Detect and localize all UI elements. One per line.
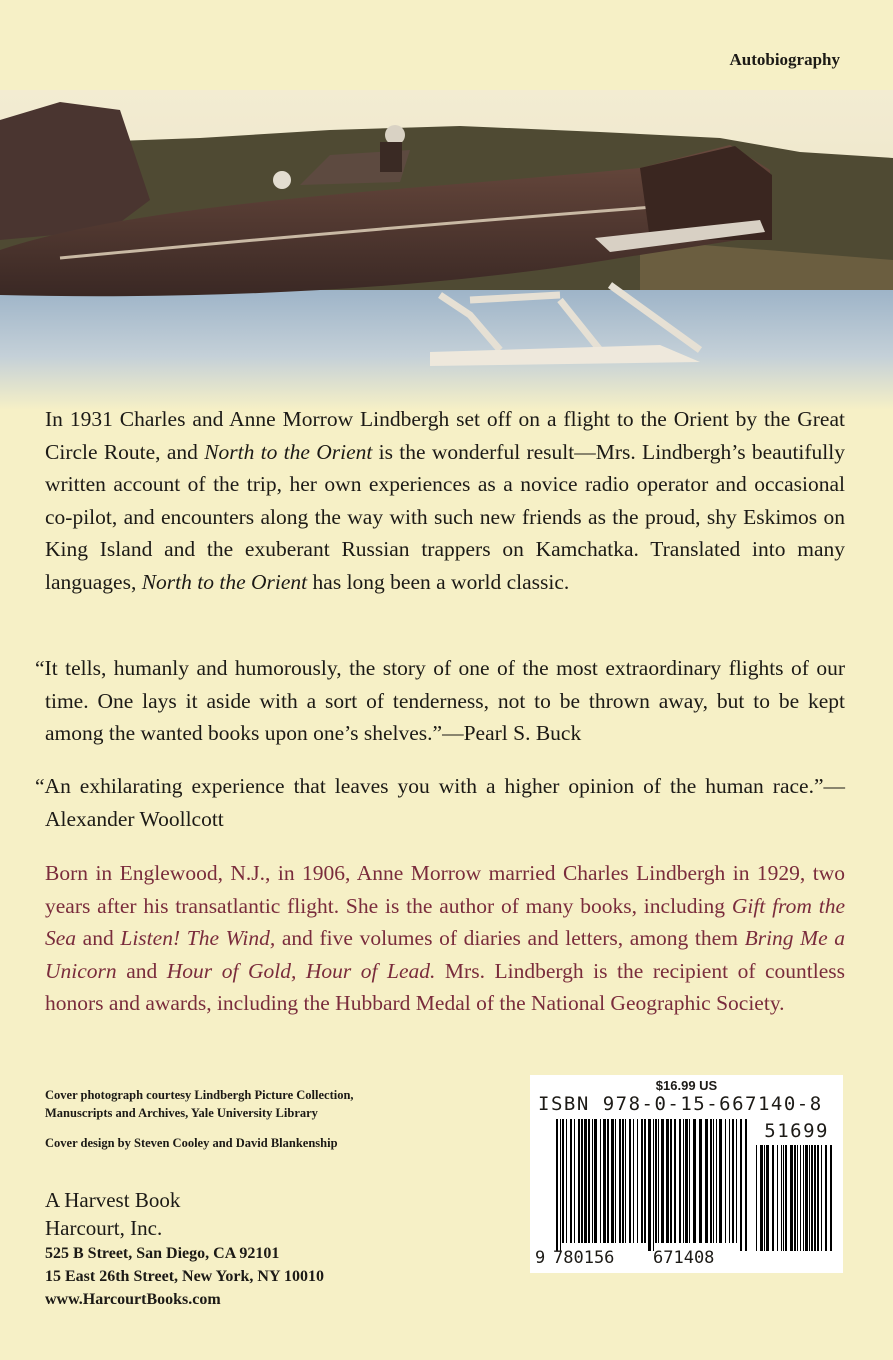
barcode-bar <box>729 1119 730 1243</box>
design-credit: Cover design by Steven Cooley and David Blankenship <box>45 1136 338 1150</box>
ean-first-digit: 9 <box>535 1248 546 1268</box>
barcode-bar <box>641 1119 643 1243</box>
barcode-bar <box>781 1145 782 1251</box>
barcode-bar <box>740 1119 742 1251</box>
barcode-bar <box>560 1119 561 1251</box>
barcode-bar <box>689 1119 690 1243</box>
barcode-bar <box>674 1119 676 1243</box>
seaplane-photo <box>0 90 893 410</box>
genre-label: Autobiography <box>729 50 840 69</box>
barcode-bar <box>679 1119 681 1243</box>
barcode-bar <box>760 1145 763 1251</box>
barcode-bar <box>670 1119 672 1243</box>
barcode-bar <box>699 1119 702 1243</box>
barcode-bar <box>584 1119 587 1243</box>
barcode-bar <box>666 1119 669 1243</box>
barcode-bar <box>777 1145 778 1251</box>
barcode-bar <box>648 1119 651 1251</box>
imprint: A Harvest Book <box>45 1188 181 1212</box>
ean-right-digits: 671408 <box>653 1248 715 1268</box>
barcode <box>530 1075 843 1273</box>
barcode-bar <box>785 1145 787 1251</box>
barcode-bar <box>629 1119 631 1243</box>
barcode-bar <box>809 1145 810 1251</box>
barcode-bar <box>825 1145 827 1251</box>
photo-credit-line: Cover photograph courtesy Lindbergh Picture Collection, <box>45 1088 354 1102</box>
barcode-bar <box>811 1145 813 1251</box>
address-line: 15 East 26th Street, New York, NY 10010 <box>45 1268 324 1285</box>
barcode-bar <box>653 1119 654 1251</box>
barcode-bar <box>716 1119 717 1243</box>
barcode-bar <box>693 1119 696 1243</box>
barcode-bar <box>805 1145 808 1251</box>
barcode-bar <box>556 1119 558 1251</box>
barcode-bar <box>685 1119 688 1243</box>
barcode-bar <box>570 1119 572 1243</box>
barcode-bar <box>637 1119 638 1243</box>
barcode-bar <box>661 1119 664 1243</box>
barcode-bar <box>710 1119 712 1243</box>
barcode-bar <box>725 1119 726 1243</box>
book-description: In 1931 Charles and Anne Morrow Lindbergh set off on a flight to the Orient by the Great Circle Route, and North to the Orient is the wonderful result—Mrs. Lindbergh’s beautifully written account of the trip, her own experiences as a novice radio operator and occasional co-pilot, and encounters along the way with such new friends as the proud, shy Eskimos on King Island and the exuberant Russian trappers on Kamchatka. Translated into many languages, North to the Orient has long been a world classic. <box>45 407 845 594</box>
barcode-bar <box>719 1119 722 1243</box>
barcode-bar <box>588 1119 590 1243</box>
barcode-bar <box>783 1145 784 1251</box>
publisher-block <box>45 1186 324 1311</box>
barcode-bar <box>814 1145 816 1251</box>
barcode-bar <box>764 1145 765 1251</box>
barcode-bar <box>766 1145 769 1251</box>
isbn: ISBN 978-0-15-667140-8 <box>538 1093 823 1115</box>
barcode-bar <box>611 1119 614 1243</box>
barcode-bar <box>736 1119 737 1243</box>
barcode-bar <box>566 1119 567 1243</box>
barcode-bar <box>633 1119 634 1243</box>
barcode-bar <box>658 1119 659 1243</box>
cover-credits <box>45 1086 354 1164</box>
barcode-bar <box>594 1119 597 1243</box>
barcode-bar <box>800 1145 801 1251</box>
barcode-bar <box>745 1119 747 1251</box>
author-bio: Born in Englewood, N.J., in 1906, Anne Morrow married Charles Lindbergh in 1929, two years after his transatlantic flight. She is the author of many books, including Gift from the Sea and Listen! The Wind, and five volumes of diaries and letters, among them Bring Me a Unicorn and Hour of Gold, Hour of Lead. Mrs. Lindbergh is the recipient of countless honors and awards, including the Hubbard Medal of the National Geographic Society. <box>45 861 846 1016</box>
barcode-bar <box>607 1119 609 1243</box>
barcode-bar <box>615 1119 616 1243</box>
ean-left-digits: 780156 <box>553 1248 615 1268</box>
barcode-bar <box>581 1119 583 1243</box>
publisher-name: Harcourt, Inc. <box>45 1216 163 1240</box>
barcode-bar <box>732 1119 734 1243</box>
barcode-bar <box>574 1119 575 1243</box>
barcode-bar <box>817 1145 819 1251</box>
barcode-supplement: 51699 <box>764 1120 829 1142</box>
barcode-bar <box>713 1119 714 1243</box>
barcode-bar <box>625 1119 626 1243</box>
barcode-bar <box>797 1145 798 1251</box>
price: $16.99 US <box>655 1078 718 1093</box>
address-line: 525 B Street, San Diego, CA 92101 <box>45 1245 280 1262</box>
barcode-bar <box>600 1119 601 1243</box>
barcode-bar <box>790 1145 793 1251</box>
barcode-bar <box>578 1119 580 1243</box>
barcode-bar <box>830 1145 832 1251</box>
barcode-bar <box>803 1145 804 1251</box>
barcode-bar <box>619 1119 621 1243</box>
barcode-bar <box>683 1119 684 1243</box>
barcode-bar <box>794 1145 796 1251</box>
barcode-bar <box>603 1119 606 1243</box>
review-quote: “It tells, humanly and humorously, the story of one of the most extraordinary flights of our time. One lays it aside with a sort of tenderness, not to be thrown away, but to be kept among the wanted books upon one’s shelves.”—Pearl S. Buck <box>35 656 845 746</box>
barcode-bar <box>655 1119 657 1243</box>
photo-credit-line: Manuscripts and Archives, Yale University Library <box>45 1106 318 1120</box>
review-quote: “An exhilarating experience that leaves you with a higher opinion of the human race.”—Alexander Woollcott <box>35 774 845 831</box>
barcode-bar <box>756 1145 757 1251</box>
barcode-bar <box>644 1119 646 1243</box>
barcode-bar <box>772 1145 774 1251</box>
barcode-bar <box>705 1119 708 1243</box>
barcode-bar <box>562 1119 564 1243</box>
barcode-bar <box>592 1119 593 1243</box>
barcode-bar <box>821 1145 822 1251</box>
barcode-bar <box>622 1119 624 1243</box>
publisher-website: www.HarcourtBooks.com <box>45 1291 221 1308</box>
